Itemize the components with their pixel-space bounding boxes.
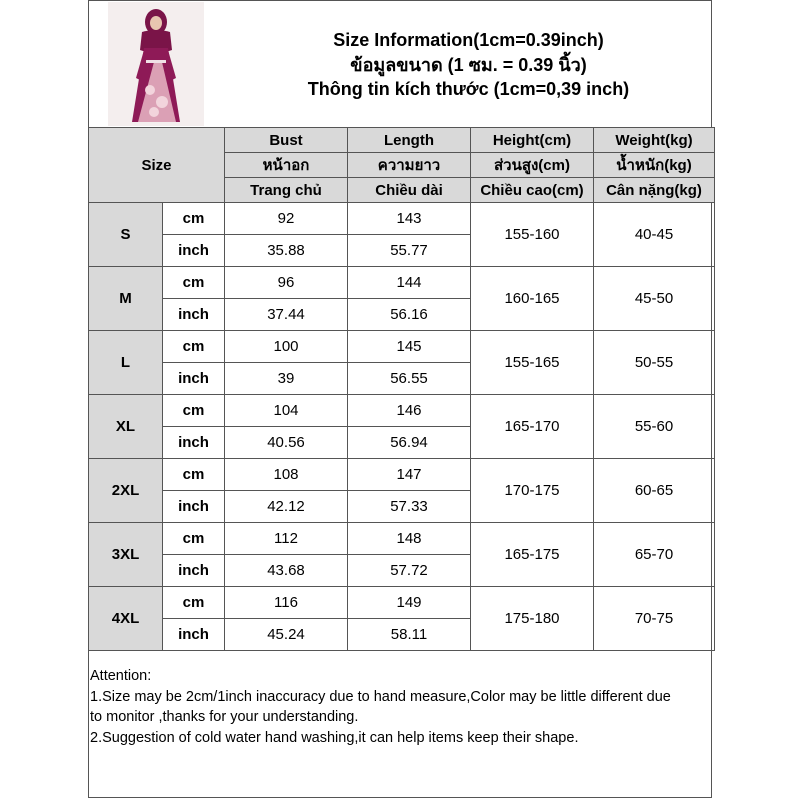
bust-cell: 92: [225, 203, 348, 235]
unit-cell: inch: [163, 619, 225, 651]
col-header-length-vi: Chiều dài: [348, 178, 471, 203]
dress-model-image: [108, 2, 204, 126]
bust-cell: 43.68: [225, 555, 348, 587]
weight-cell: 70-75: [594, 587, 715, 651]
unit-cell: inch: [163, 555, 225, 587]
unit-cell: cm: [163, 267, 225, 299]
table-row: [89, 587, 715, 619]
bust-cell: 116: [225, 587, 348, 619]
length-cell: 57.72: [348, 555, 471, 587]
height-cell: 175-180: [471, 587, 594, 651]
unit-cell: cm: [163, 459, 225, 491]
unit-cell: inch: [163, 491, 225, 523]
height-cell: 155-165: [471, 331, 594, 395]
unit-cell: inch: [163, 235, 225, 267]
length-cell: 145: [348, 331, 471, 363]
weight-cell: 40-45: [594, 203, 715, 267]
size-label-cell: 4XL: [89, 587, 163, 651]
weight-cell: 55-60: [594, 395, 715, 459]
bust-cell: 42.12: [225, 491, 348, 523]
size-label-cell: 3XL: [89, 523, 163, 587]
col-header-height-en: Height(cm): [471, 128, 594, 153]
bust-cell: 104: [225, 395, 348, 427]
table-row: [89, 459, 715, 491]
bust-cell: 37.44: [225, 299, 348, 331]
col-header-bust-th: หน้าอก: [225, 153, 348, 178]
table-row: [89, 203, 715, 235]
weight-cell: 50-55: [594, 331, 715, 395]
unit-cell: inch: [163, 427, 225, 459]
bust-cell: 39: [225, 363, 348, 395]
bust-cell: 40.56: [225, 427, 348, 459]
weight-cell: 45-50: [594, 267, 715, 331]
length-cell: 55.77: [348, 235, 471, 267]
col-header-length-th: ความยาว: [348, 153, 471, 178]
size-table-body: [89, 128, 715, 651]
product-photo: [108, 2, 204, 126]
height-cell: 165-175: [471, 523, 594, 587]
size-label-cell: 2XL: [89, 459, 163, 523]
length-cell: 147: [348, 459, 471, 491]
bust-cell: 112: [225, 523, 348, 555]
col-header-height-th: ส่วนสูง(cm): [471, 153, 594, 178]
size-label-cell: M: [89, 267, 163, 331]
table-row: [89, 395, 715, 427]
col-header-weight-th: น้ำหนัก(kg): [594, 153, 715, 178]
col-header-height-vi: Chiều cao(cm): [471, 178, 594, 203]
title-line-vi: Thông tin kích thước (1cm=0,39 inch): [307, 79, 630, 99]
length-cell: 143: [348, 203, 471, 235]
table-row: [89, 331, 715, 363]
header-row: [89, 128, 715, 153]
length-cell: 144: [348, 267, 471, 299]
height-cell: 160-165: [471, 267, 594, 331]
bust-cell: 96: [225, 267, 348, 299]
height-cell: 155-160: [471, 203, 594, 267]
col-header-weight-vi: Cân nặng(kg): [594, 178, 715, 203]
bust-cell: 108: [225, 459, 348, 491]
length-cell: 149: [348, 587, 471, 619]
bust-cell: 100: [225, 331, 348, 363]
bust-cell: 35.88: [225, 235, 348, 267]
col-header-bust-en: Bust: [225, 128, 348, 153]
height-cell: 170-175: [471, 459, 594, 523]
bust-cell: 45.24: [225, 619, 348, 651]
length-cell: 56.16: [348, 299, 471, 331]
notes-line: 2.Suggestion of cold water hand washing,it can help items keep their shape.: [90, 729, 579, 746]
col-header-length-en: Length: [348, 128, 471, 153]
unit-cell: inch: [163, 363, 225, 395]
weight-cell: 65-70: [594, 523, 715, 587]
length-cell: 56.55: [348, 363, 471, 395]
size-info-title: [225, 28, 712, 102]
notes-line: 1.Size may be 2cm/1inch inaccuracy due to hand measure,Color may be little different due: [90, 688, 671, 705]
length-cell: 148: [348, 523, 471, 555]
length-cell: 146: [348, 395, 471, 427]
title-line-th: ข้อมูลขนาด (1 ซม. = 0.39 นิ้ว): [350, 54, 587, 75]
table-row: [89, 523, 715, 555]
unit-cell: inch: [163, 299, 225, 331]
unit-cell: cm: [163, 395, 225, 427]
height-cell: 165-170: [471, 395, 594, 459]
size-column-header: Size: [89, 128, 225, 203]
weight-cell: 60-65: [594, 459, 715, 523]
unit-cell: cm: [163, 203, 225, 235]
unit-cell: cm: [163, 523, 225, 555]
size-label-cell: L: [89, 331, 163, 395]
notes-line: to monitor ,thanks for your understanding.: [90, 709, 359, 725]
size-label-cell: S: [89, 203, 163, 267]
length-cell: 56.94: [348, 427, 471, 459]
col-header-weight-en: Weight(kg): [594, 128, 715, 153]
unit-cell: cm: [163, 587, 225, 619]
size-table: [88, 127, 715, 651]
notes-heading: Attention:: [90, 668, 152, 684]
size-label-cell: XL: [89, 395, 163, 459]
col-header-bust-vi: Trang chủ: [225, 178, 348, 203]
title-line-en: Size Information(1cm=0.39inch): [333, 30, 604, 50]
table-row: [89, 267, 715, 299]
length-cell: 57.33: [348, 491, 471, 523]
unit-cell: cm: [163, 331, 225, 363]
attention-notes: [90, 666, 710, 748]
length-cell: 58.11: [348, 619, 471, 651]
